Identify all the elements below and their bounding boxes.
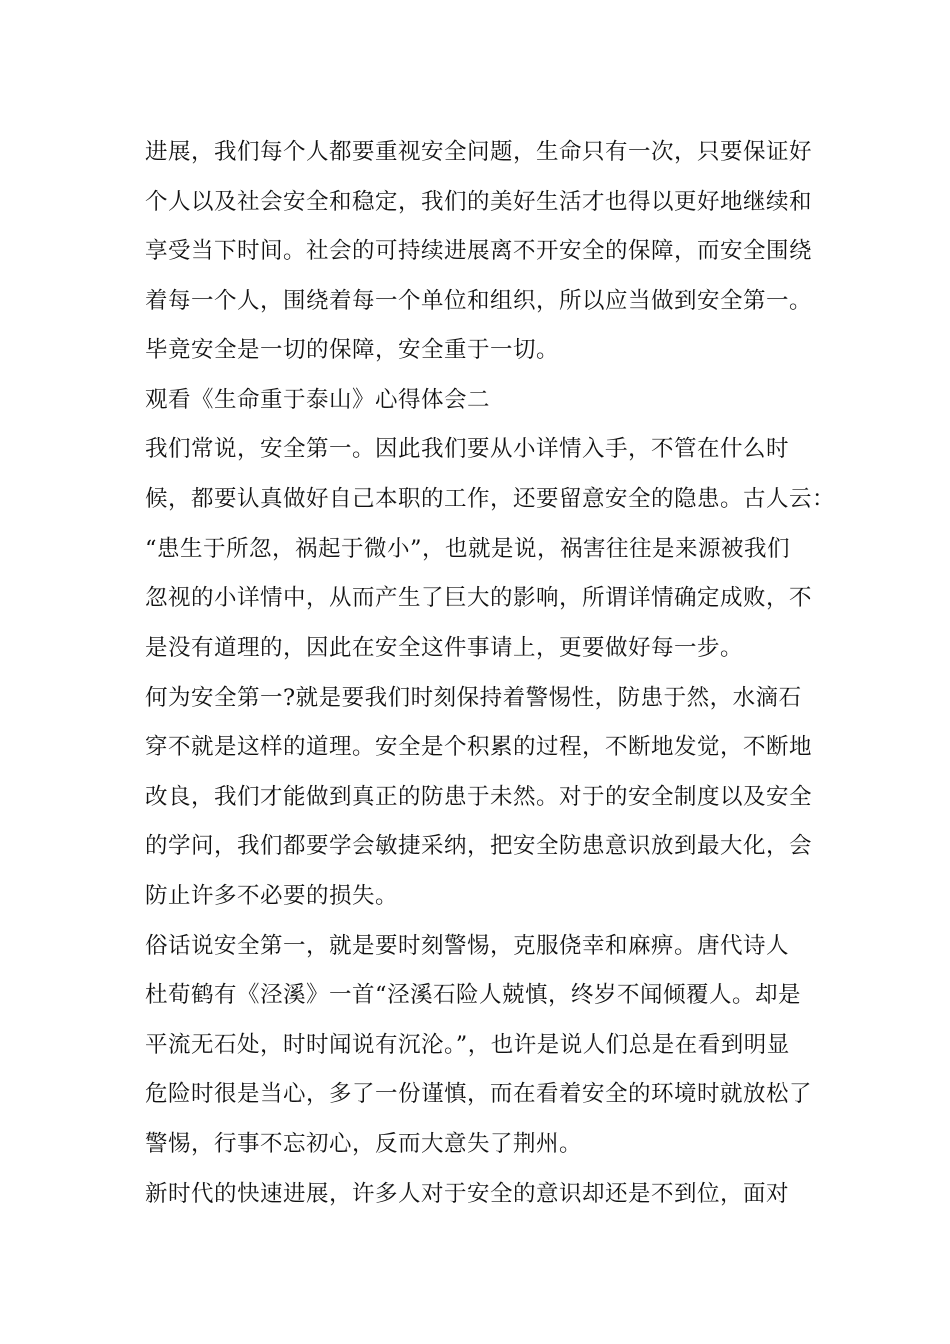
text-line: 忽视的小详情中，从而产生了巨大的影响，所谓详情确定成败，不 [145,585,813,611]
text-line: 改良，我们才能做到真正的防患于未然。对于的安全制度以及安全 [145,784,813,810]
text-line: 的学问，我们都要学会敏捷采纳，把安全防患意识放到最大化，会 [145,833,813,859]
text-line: “患生于所忽，祸起于微小”，也就是说，祸害往往是来源被我们 [145,536,791,562]
text-line: 毕竟安全是一切的保障，安全重于一切。 [145,337,560,363]
text-line: 穿不就是这样的道理。安全是个积累的过程，不断地发觉，不断地 [145,734,813,760]
text-line: 是没有道理的，因此在安全这件事请上，更要做好每一步。 [145,635,744,661]
text-line: 平流无石处，时时闻说有沉沦。”，也许是说人们总是在看到明显 [145,1032,790,1058]
text-line: 我们常说，安全第一。因此我们要从小详情入手，不管在什么时 [145,436,790,462]
text-line: 杜荀鹤有《泾溪》一首“泾溪石险人兢慎，终岁不闻倾覆人。却是 [145,982,802,1008]
section-heading: 观看《生命重于泰山》心得体会二 [145,387,491,413]
text-line: 新时代的快速进展，许多人对于安全的意识却还是不到位，面对 [145,1181,790,1207]
text-line: 享受当下时间。社会的可持续进展离不开安全的保障，而安全围绕 [145,238,813,264]
text-line: 候，都要认真做好自己本职的工作，还要留意安全的隐患。古人云： [145,486,836,512]
text-line: 俗话说安全第一，就是要时刻警惕，克服侥幸和麻痹。唐代诗人 [145,933,790,959]
text-line: 防止许多不必要的损失。 [145,883,399,909]
text-line: 危险时很是当心，多了一份谨慎，而在看着安全的环境时就放松了 [145,1081,813,1107]
text-line: 进展，我们每个人都要重视安全问题，生命只有一次，只要保证好 [145,139,813,165]
text-line: 何为安全第一?就是要我们时刻保持着警惕性，防患于然，水滴石 [145,685,802,711]
text-line: 警惕，行事不忘初心，反而大意失了荆州。 [145,1131,583,1157]
text-line: 着每一个人，围绕着每一个单位和组织，所以应当做到安全第一。 [145,288,813,314]
text-line: 个人以及社会安全和稳定，我们的美好生活才也得以更好地继续和 [145,189,813,215]
